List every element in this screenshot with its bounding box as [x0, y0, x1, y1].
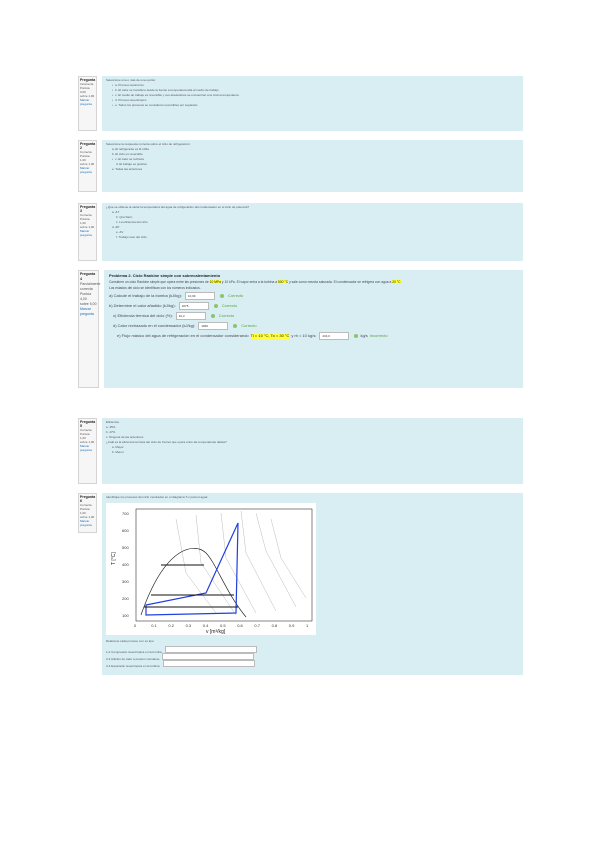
option[interactable]: c. Ninguna de las anteriores — [106, 435, 144, 439]
option[interactable]: • a. Proceso isotérmico — [106, 83, 519, 88]
y-tick-label: 600 — [122, 528, 129, 533]
answer-input-c[interactable]: 40,2 — [176, 312, 206, 320]
y-tick-label: 700 — [122, 511, 129, 516]
answer-input-a[interactable]: 10,09 — [185, 292, 215, 300]
option[interactable]: f. Trabajo neto del ciclo — [116, 235, 147, 239]
question-info: Pregunta 4 Parcialmente correcta Puntúa 4,00 sobre 5,00 Marcar pregunta — [78, 270, 99, 388]
option[interactable]: d. El trabajo es positivo — [116, 162, 148, 166]
y-tick-label: 300 — [122, 579, 129, 584]
x-tick-label: 0.3 — [185, 623, 192, 628]
option[interactable]: • e. Todos los procesos se consideran reversibles por separado — [106, 103, 519, 108]
flag-question-link[interactable]: Marcar — [80, 229, 90, 233]
option[interactable]: a. 45% — [106, 425, 116, 429]
question-content: ¿Que se obtiene al variar la temperatura del agua de refrigeración del condensador en el ciclo de potencia? a. ΔT b. Qrechazo c. La eficiencia del ciclo d. ΔP e. ΔV f. Trabajo neto del ciclo — [102, 203, 523, 261]
problem-note: Los estados del ciclo se identifican con los números indicados. — [109, 286, 201, 290]
y-tick-label: 100 — [122, 613, 129, 618]
question-content: Seleccione la respuesta correcta sobre el ciclo de refrigeración: a. El refrigerante es R-134a b. El ciclo es reversible • c. El calor se rechaza d. El trabajo es positivo e. Todas las anteriores — [102, 140, 523, 192]
option[interactable]: • b. El calor se transfiere desde la fuente a temperatura alta al medio de trabajo — [106, 88, 519, 93]
question-6 — [78, 493, 523, 675]
x-tick-label: 0.1 — [151, 623, 157, 628]
option[interactable]: e. Todas las anteriores — [112, 167, 143, 171]
x-tick-label: 1 — [306, 623, 309, 628]
answer-input-e[interactable]: 234,0 — [319, 332, 349, 340]
question-info: Pregunta Incorrecta Puntúa 0,00 sobre 1,00 Marcar pregunta — [78, 76, 97, 131]
question-1 — [78, 76, 523, 131]
flag-question-link[interactable]: Marcar — [80, 98, 90, 102]
check-icon — [233, 324, 237, 328]
check-icon — [214, 304, 218, 308]
problem-intro: Considere un ciclo Rankine simple que opera entre las presiones de 10 MPa y 10 kPa. El vapor entra a la turbina a 500 °C y sale como mezcla saturada. El condensador se refrigera con agua a 20 °C — [109, 280, 401, 284]
answer-row-b: b) Determine el calor añadido (kJ/kg): 3275 Correcto — [109, 303, 238, 308]
flag-question-link[interactable]: Marcar — [80, 519, 90, 523]
question-info: Pregunta 5 Correcta Puntúa 1,00 sobre 1,00 Marcar pregunta — [78, 418, 97, 484]
y-axis-label: T [°C] — [111, 552, 117, 565]
question-info: Pregunta 2 Correcta Puntúa 1,00 sobre 1,00 Marcar pregunta — [78, 140, 97, 192]
t-v-diagram-svg — [106, 503, 316, 635]
y-tick-label: 400 — [122, 562, 129, 567]
x-tick-label: 0.6 — [237, 623, 243, 628]
question-2 — [78, 140, 523, 192]
x-tick-labels — [134, 623, 309, 628]
question-info: Pregunta 6 Correcta Puntúa 1,00 sobre 1,00 Marcar pregunta — [78, 493, 97, 533]
option[interactable]: b. Qrechazo — [116, 215, 133, 219]
match-row-2: 2-3 Adición de calor a presión constante — [106, 653, 254, 662]
answer-input-b[interactable]: 3275 — [179, 302, 209, 310]
question-3 — [78, 203, 523, 261]
problem-title: Problema 2. Ciclo Rankine simple con sobrecalentamiento — [109, 273, 221, 278]
match-select-1[interactable] — [165, 646, 257, 653]
x-tick-label: 0.4 — [202, 623, 209, 628]
question-content: Eficiencia a. 45% b. 47% c. Ninguna de las anteriores ¿Cuál es la eficiencia térmica del ciclo de Carnot que opera entre las temperaturas dadas? a. Mayor b. Menor — [102, 418, 523, 484]
option[interactable]: • c. El calor se rechaza — [106, 157, 519, 162]
option[interactable]: a. El refrigerante es R-134a — [112, 147, 149, 151]
answer-row-e: e) Flujo másico del agua de refrigeración en el condensador considerando Ti = 10 °C, To = 30 °C y ṁ = 10 kg/s: 234,0 kg/s Incorrecto — [117, 333, 388, 338]
match-select-3[interactable] — [163, 660, 255, 667]
y-tick-labels — [122, 511, 129, 618]
option[interactable]: e. ΔV — [116, 230, 124, 234]
x-tick-label: 0.5 — [220, 623, 226, 628]
y-tick-label: 200 — [122, 596, 129, 601]
t-v-diagram — [106, 503, 316, 635]
option[interactable]: c. La eficiencia del ciclo — [116, 220, 148, 224]
option[interactable]: b. 47% — [106, 430, 116, 434]
flag-question-link[interactable]: Marcar — [80, 166, 90, 170]
x-tick-label: 0.7 — [254, 623, 260, 628]
x-tick-label: 0.8 — [271, 623, 278, 628]
check-icon — [211, 314, 215, 318]
question-content: Identifique los procesos del ciclo mostrados en el diagrama T-v para el agua: T [°C] v [m³/kg] 700 600 500 400 300 200 100 0 0.1 0.2 0.3 0.4 0.5 0.6 0.7 0.8 0.9 1 Relacione cada proceso con su tipo: 1-2 Compresión isoentrópica en la bomba 2-3 Adición de calor a presión constante 3-4 Expansión isoentrópica en la turbina — [102, 493, 523, 675]
question-info: Pregunta 3 Correcta Puntúa 1,00 sobre 1,00 Marcar pregunta — [78, 203, 97, 261]
flag-question-link[interactable]: Marcar — [80, 444, 90, 448]
answer-row-d: d) Calor rechazado en el condensador (kJ/kg): 1960 Correcto — [113, 323, 257, 328]
check-icon — [220, 294, 224, 298]
answer-row-a: a) Calcule el trabajo de la bomba (kJ/kg): 10,09 Correcto — [109, 293, 244, 298]
check-icon — [354, 334, 358, 338]
question-content: Seleccione una o más de una opción: • a. Proceso isotérmico • b. El calor se transfiere desde la fuente a temperatura alta al medio de trabajo • c. El medio de trabajo es reversible y sus alrededores se encuentran a la misma temperatura • d. Proceso isoentrópico • e. Todos los procesos se consideran reversibles por separado — [102, 76, 523, 131]
question-4 — [78, 270, 523, 388]
option[interactable]: • c. El medio de trabajo es reversible y sus alrededores se encuentran a la misma temperatura — [106, 93, 519, 98]
y-tick-label: 500 — [122, 545, 129, 550]
option[interactable]: b. Menor — [112, 450, 124, 454]
x-axis-label: v [m³/kg] — [206, 629, 226, 635]
match-row-3: 3-4 Expansión isoentrópica en la turbina — [106, 660, 255, 669]
x-tick-label: 0.2 — [168, 623, 174, 628]
question-5 — [78, 418, 523, 484]
match-row-1: 1-2 Compresión isoentrópica en la bomba — [106, 646, 257, 655]
question-content — [104, 270, 523, 388]
x-tick-label: 0 — [134, 623, 137, 628]
option[interactable]: d. ΔP — [112, 225, 120, 229]
option[interactable]: • d. Proceso isoentrópico — [106, 98, 519, 103]
option[interactable]: a. Mayor — [112, 445, 124, 449]
option[interactable]: b. El ciclo es reversible — [112, 152, 143, 156]
option[interactable]: a. ΔT — [112, 210, 120, 214]
x-tick-label: 0.9 — [288, 623, 295, 628]
answer-row-c: c) Eficiencia térmica del ciclo (%): 40,2 Correcto — [113, 313, 235, 318]
match-select-2[interactable] — [162, 653, 254, 660]
flag-question-link[interactable]: Marcar — [80, 307, 91, 311]
answer-input-d[interactable]: 1960 — [198, 322, 228, 330]
